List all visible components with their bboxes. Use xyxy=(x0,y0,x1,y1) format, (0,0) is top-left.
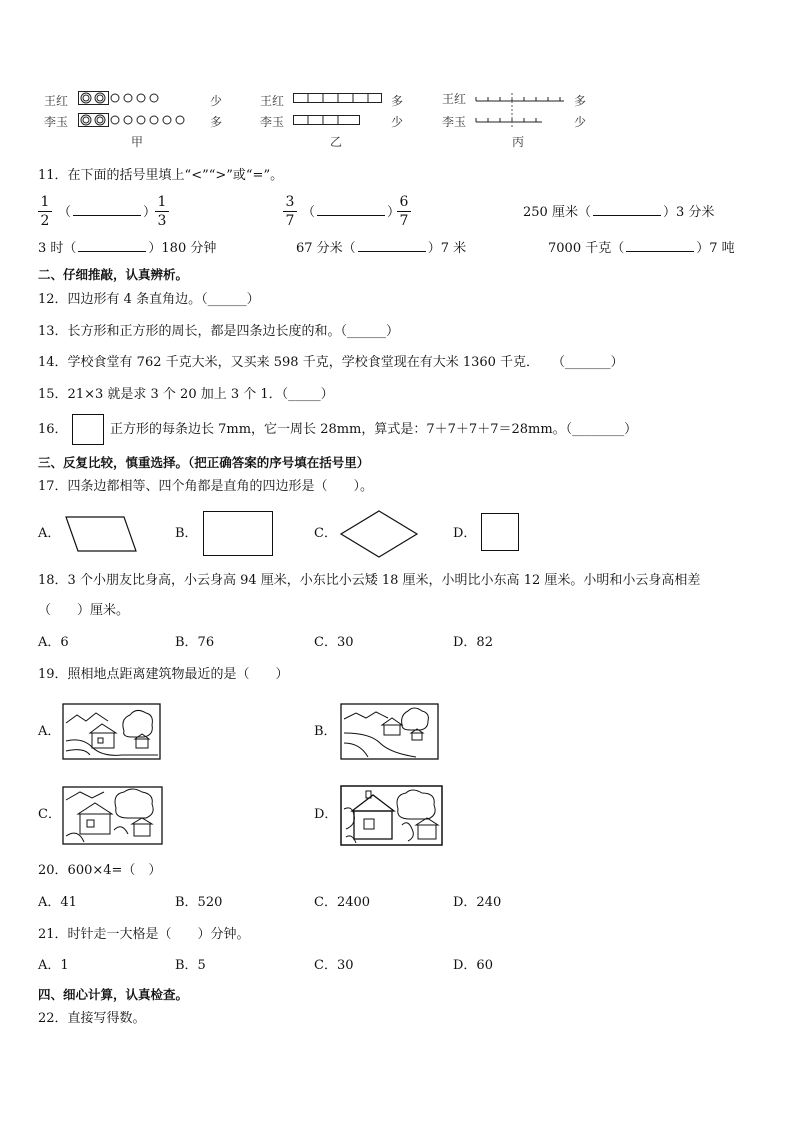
fig-yi-bars xyxy=(293,93,388,128)
q21-option-b[interactable]: B．5 xyxy=(175,958,206,973)
frac-denominator: 3 xyxy=(157,213,167,229)
q20-option-b[interactable]: B．520 xyxy=(175,895,223,910)
q19-option-a-label[interactable]: A． xyxy=(38,724,61,739)
frac-denominator: 2 xyxy=(40,213,50,229)
house-photo-d xyxy=(340,785,444,847)
frac-numerator: 6 xyxy=(397,194,411,212)
answer-blank[interactable] xyxy=(593,203,661,216)
fig-yi-row1-rel: 多 xyxy=(391,94,404,108)
answer-blank[interactable] xyxy=(626,239,694,252)
q11-frac-1-2 xyxy=(38,194,52,229)
rectangle-shape xyxy=(203,511,273,556)
q18-option-a[interactable]: A．6 xyxy=(38,635,69,650)
section-4-heading: 四、细心计算，认真检查。 xyxy=(38,987,189,1002)
q17-option-c-label[interactable]: C． xyxy=(314,526,337,541)
frac-numerator: 3 xyxy=(283,194,297,212)
fig-yi-caption: 乙 xyxy=(330,135,343,149)
section-2-heading: 二、仔细推敲，认真辨析。 xyxy=(38,267,189,282)
q12: 12．四边形有 4 条直角边。（______） xyxy=(38,292,260,307)
q17-stem: 17．四条边都相等、四个角都是直角的四边形是（ ）。 xyxy=(38,479,374,494)
q11-item1-answer[interactable]: （ ） xyxy=(58,205,157,220)
fig-bing-lines xyxy=(476,93,571,128)
fig-jia-row2-name: 李玉 xyxy=(44,115,69,129)
fig-yi-row2-rel: 少 xyxy=(391,115,404,129)
answer-blank[interactable] xyxy=(78,239,146,252)
q21-option-a[interactable]: A．1 xyxy=(38,958,69,973)
q18-line1: 18．3 个小朋友比身高，小云身高 94 厘米，小东比小云矮 18 厘米，小明比小东高 12 厘米。小明和小云身高相差 xyxy=(38,573,701,588)
parallelogram-shape xyxy=(66,515,138,553)
q16-number: 16． xyxy=(38,422,68,437)
house-photo-c xyxy=(62,786,164,846)
frac-denominator: 7 xyxy=(399,213,409,229)
fig-yi-row1-name: 王红 xyxy=(260,94,285,108)
q20-stem: 20．600×4=（ ） xyxy=(38,863,162,878)
q11-frac-6-7 xyxy=(397,194,411,229)
frac-numerator: 1 xyxy=(155,194,169,212)
q19-stem: 19．照相地点距离建筑物最近的是（ ） xyxy=(38,667,289,682)
q11-frac-1-3 xyxy=(155,194,169,229)
fig-jia-row1-rel: 少 xyxy=(210,94,223,108)
q21-option-c[interactable]: C．30 xyxy=(314,958,354,973)
q11-item4: 3 时（ ）180 分钟 xyxy=(38,241,217,256)
q11-item3: 250 厘米（ ）3 分米 xyxy=(523,205,715,220)
q20-option-d[interactable]: D．240 xyxy=(453,895,502,910)
frac-denominator: 7 xyxy=(285,213,295,229)
fig-yi-row2-name: 李玉 xyxy=(260,115,285,129)
q13: 13．长方形和正方形的周长，都是四条边长度的和。（______） xyxy=(38,324,400,339)
fig-jia-caption: 甲 xyxy=(131,135,144,149)
house-photo-b xyxy=(340,703,440,761)
q22: 22．直接写得数。 xyxy=(38,1011,146,1026)
q17-option-a-label[interactable]: A． xyxy=(38,526,61,541)
fig-jia-row2-rel: 多 xyxy=(210,115,223,129)
q18-option-c[interactable]: C．30 xyxy=(314,635,354,650)
q17-option-b-label[interactable]: B． xyxy=(175,526,198,541)
q17-option-d-label[interactable]: D． xyxy=(453,526,477,541)
q18-option-b[interactable]: B．76 xyxy=(175,635,215,650)
q14: 14．学校食堂有 762 千克大米，又买来 598 千克，学校食堂现在有大米 1360 千克． （_______） xyxy=(38,355,624,370)
q16-square xyxy=(72,414,104,445)
section-3-heading: 三、反复比较，慎重选择。（把正确答案的序号填在括号里） xyxy=(38,455,370,470)
q11-item2-answer[interactable]: （ ） xyxy=(302,205,401,220)
q11-stem: 11．在下面的括号里填上“<”“>”或“=”。 xyxy=(38,168,284,183)
fig-bing-row2-rel: 少 xyxy=(574,115,587,129)
q21-option-d[interactable]: D．60 xyxy=(453,958,493,973)
q16-text: 正方形的每条边长 7mm，它一周长 28mm，算式是：7＋7＋7＋7＝28mm。（________） xyxy=(110,422,638,437)
fig-bing-caption: 丙 xyxy=(512,135,525,149)
q19-option-c-label[interactable]: C． xyxy=(38,807,61,822)
rhombus-shape xyxy=(340,510,418,558)
house-photo-a xyxy=(62,703,162,761)
fig-jia-row1-name: 王红 xyxy=(44,94,69,108)
q20-option-a[interactable]: A．41 xyxy=(38,895,77,910)
q18-line2: （ ）厘米。 xyxy=(38,603,130,618)
answer-blank[interactable] xyxy=(358,239,426,252)
q19-option-b-label[interactable]: B． xyxy=(314,724,337,739)
fig-jia-circles xyxy=(78,90,198,130)
fig-bing-row1-rel: 多 xyxy=(574,94,587,108)
frac-numerator: 1 xyxy=(38,194,52,212)
q18-option-d[interactable]: D．82 xyxy=(453,635,493,650)
q11-item6: 7000 千克（ ）7 吨 xyxy=(548,241,735,256)
q21-stem: 21．时针走一大格是（ ）分钟。 xyxy=(38,927,250,942)
fig-bing-row1-name: 王红 xyxy=(442,92,467,106)
square-shape xyxy=(481,513,519,551)
q11-frac-3-7 xyxy=(283,194,297,229)
fig-bing-row2-name: 李玉 xyxy=(442,115,467,129)
q11-item5: 67 分米（ ）7 米 xyxy=(296,241,467,256)
q20-option-c[interactable]: C．2400 xyxy=(314,895,371,910)
q19-option-d-label[interactable]: D． xyxy=(314,807,338,822)
q15: 15．21×3 就是求 3 个 20 加上 3 个 1．（_____） xyxy=(38,387,334,402)
